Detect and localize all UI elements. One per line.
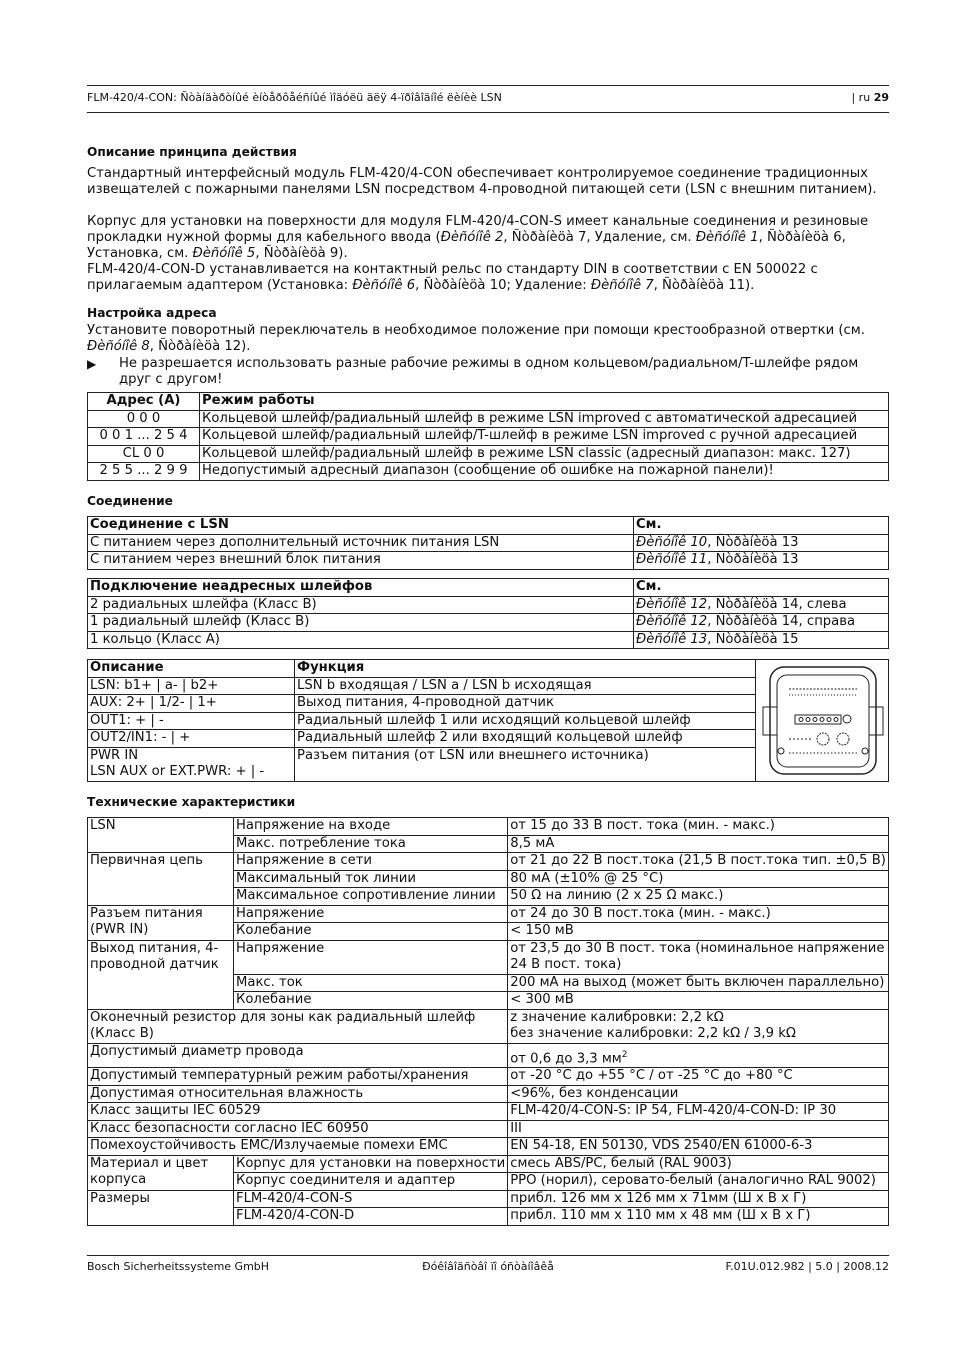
- table-header-row: Описание Функция: [88, 660, 889, 678]
- table-row: Колебание < 150 мВ: [88, 923, 889, 941]
- lsn-connection-table: [87, 516, 889, 570]
- table-header-row: Подключение неадресных шлейфов См.: [88, 579, 889, 597]
- page-header: [87, 91, 889, 104]
- table-row: LSN Напряжение на входе от 15 до 33 В пост. тока (мин. - макс.): [88, 818, 889, 836]
- header-title: FLM-420/4-CON: Ñòàíäàðòíûé èíòåðôåéñíûé ìîäóëü äëÿ 4-ïðîâîäíîé ëèíèè LSN: [87, 91, 502, 104]
- specs-table: [87, 817, 889, 1226]
- table-row: Первичная цепь Напряжение в сети от 21 до 22 В пост.тока (21,5 В пост.тока тип. ±0,5 В): [88, 853, 889, 871]
- table-row: 1 кольцо (Класс A) Ðèñóíîê 13, Ñòðàíèöà 15: [88, 631, 889, 649]
- table-row: Допустимая относительная влажность <96%, без конденсации: [88, 1085, 889, 1103]
- footer-company: Bosch Sicherheitssysteme GmbH: [87, 1260, 270, 1273]
- principle-paragraph-3: FLM-420/4-CON-D устанавливается на контактный рельс по стандарту DIN в соответствии с EN 500022 с прилагаемым адаптером (Установка: Ðèñóíîê 6, Ñòðàíèöà 10; Удаление: Ðèñóíîê 7, Ñòðàíèöà 11).: [87, 262, 818, 293]
- table-row: Материал и цвет корпуса Корпус для установки на поверхности смесь ABS/PC, белый (RAL 9003): [88, 1155, 889, 1173]
- figure-ref: Ðèñóíîê 5: [192, 246, 256, 261]
- figure-ref: Ðèñóíîê 13: [636, 631, 708, 647]
- figure-ref: Ðèñóíîê 10: [636, 534, 708, 550]
- figure-ref: Ðèñóíîê 2: [440, 230, 504, 245]
- footer-doc-title: Ðóêîâîäñòâî ïî óñòàíîâêå: [422, 1260, 554, 1273]
- table-row: Максимальный ток линии 80 мА (±10% @ 25 °C): [88, 870, 889, 888]
- table-row: 2 радиальных шлейфа (Класс B) Ðèñóíîê 12, Ñòðàíèöà 14, слева: [88, 596, 889, 614]
- table-row: Разъем питания (PWR IN) Напряжение от 24 до 30 В пост.тока (мин. - макс.): [88, 905, 889, 923]
- table-row: OUT1: + | - Радиальный шлейф 1 или исходящий кольцевой шлейф: [88, 712, 889, 730]
- footer-doc-id: F.01U.012.982 | 5.0 | 2008.12: [725, 1260, 889, 1273]
- table-row: С питанием через внешний блок питания Ðèñóíîê 11, Ñòðàíèöà 13: [88, 552, 889, 570]
- table-row: Колебание < 300 мВ: [88, 992, 889, 1010]
- table-row: 1 радиальный шлейф (Класс B) Ðèñóíîê 12, Ñòðàíèöà 14, справа: [88, 614, 889, 632]
- figure-ref: Ðèñóíîê 12: [636, 614, 708, 629]
- table-row: Максимальное сопротивление линии 50 Ω на линию (2 x 25 Ω макс.): [88, 888, 889, 906]
- figure-ref: Ðèñóíîê 11: [636, 552, 708, 567]
- figure-ref: Ðèñóíîê 1: [695, 230, 759, 245]
- loop-connection-table: [87, 578, 889, 649]
- table-row: С питанием через дополнительный источник питания LSN Ðèñóíîê 10, Ñòðàíèöà 13: [88, 534, 889, 552]
- header-page: [851, 91, 889, 104]
- arrow-right-icon: ▶: [87, 357, 97, 371]
- figure-ref: Ðèñóíîê 12: [636, 596, 708, 612]
- figure-ref: Ðèñóíîê 8: [87, 339, 150, 354]
- principle-paragraph-1: Стандартный интерфейсный модуль FLM-420/4-CON обеспечивает контролируемое соединение традиционных извещателей с пожарными панелями LSN посредством 4-проводной питающей сети (LSN с внешним питанием).: [87, 166, 877, 197]
- table-header-row: [88, 393, 889, 411]
- table-row: Помехоустойчивость EMC/Излучаемые помехи EMC EN 54-18, EN 50130, VDS 2540/EN 61000-6-3: [88, 1138, 889, 1156]
- header-lang: | ru: [851, 91, 871, 104]
- table-row: Корпус соединителя и адаптер PPO (норил), серовато-белый (аналогично RAL 9002): [88, 1173, 889, 1191]
- principle-paragraph-2: Корпус для установки на поверхности для модуля FLM-420/4-CON-S имеет канальные соединения и резиновые прокладки нужной формы для кабельного ввода (Ðèñóíîê 2, Ñòðàíèöà 7, Удаление, см. Ðèñóíîê 1, Ñòðàíèöà 6, Установка, см. Ðèñóíîê 5, Ñòðàíèöà 9).: [87, 214, 869, 261]
- table-row: Макс. ток 200 мА на выход (может быть включен параллельно): [88, 974, 889, 992]
- table-row: CL 0 0 Кольцевой шлейф/радиальный шлейф в режиме LSN classic (адресный диапазон: макс. 127): [88, 445, 889, 463]
- section-title-specs: Технические характеристики: [87, 795, 296, 809]
- address-paragraph: Установите поворотный переключатель в необходимое положение при помощи крестообразной отвертки (см. Ðèñóíîê 8, Ñòðàíèöà 12).: [87, 323, 865, 354]
- col-header-mode: Режим работы: [200, 393, 889, 411]
- table-row: Класс безопасности согласно IEC 60950 III: [88, 1120, 889, 1138]
- section-title-connection: Соединение: [87, 494, 173, 508]
- page-number: 29: [873, 91, 889, 104]
- page-footer: [87, 1260, 889, 1273]
- table-row: AUX: 2+ | 1/2- | 1+ Выход питания, 4-проводной датчик: [88, 695, 889, 713]
- table-row: Допустимый диаметр провода от 0,6 до 3,3 $мм^2$: [88, 1043, 889, 1068]
- table-row: Класс защиты IEC 60529 FLM-420/4-CON-S: IP 54, FLM-420/4-CON-D: IP 30: [88, 1103, 889, 1121]
- table-row: Выход питания, 4-проводной датчик Напряжение от 23,5 до 30 В пост. тока (номинальное напряжение 24 В пост. тока): [88, 940, 889, 974]
- table-header-row: Соединение с LSN См.: [88, 517, 889, 535]
- col-header-address: Адрес (A): [88, 393, 200, 411]
- module-drawing: [759, 661, 887, 780]
- bullet-text: Не разрешается использовать разные рабочие режимы в одном кольцевом/радиальном/T-шлейфе рядом друг с другом!: [119, 356, 859, 387]
- figure-ref: Ðèñóíîê 7: [590, 278, 654, 293]
- table-row: 0 0 1 ... 2 5 4 Кольцевой шлейф/радиальный шлейф/T-шлейф в режиме LSN improved с ручной адресацией: [88, 428, 889, 446]
- table-row: Оконечный резистор для зоны как радиальный шлейф (Класс B) z значение калибровки: 2,2 kΩ без значение калибровки: 2,2 kΩ / 3,9 kΩ: [88, 1009, 889, 1043]
- table-row: Размеры FLM-420/4-CON-S прибл. 126 мм x 126 мм x 71мм (Ш x В x Г): [88, 1190, 889, 1208]
- table-row: 0 0 0 Кольцевой шлейф/радиальный шлейф в режиме LSN improved с автоматической адресацией: [88, 410, 889, 428]
- warning-bullet: [87, 356, 889, 388]
- address-table: [87, 392, 889, 481]
- table-row: 2 5 5 ... 2 9 9 Недопустимый адресный диапазон (сообщение об ошибке на пожарной панели)!: [88, 463, 889, 481]
- table-row: PWR IN LSN AUX or EXT.PWR: + | - Разъем питания (от LSN или внешнего источника): [88, 747, 889, 781]
- table-row: Допустимый температурный режим работы/хранения от -20 °C до +55 °C / от -25 °C до +80 °C: [88, 1068, 889, 1086]
- table-row: LSN: b1+ | a- | b2+ LSN b входящая / LSN a / LSN b исходящая: [88, 677, 889, 695]
- figure-ref: Ðèñóíîê 6: [352, 278, 416, 293]
- table-row: Макс. потребление тока 8,5 мА: [88, 835, 889, 853]
- table-row: FLM-420/4-CON-D прибл. 110 мм x 110 мм x 48 мм (Ш x В x Г): [88, 1208, 889, 1226]
- section-title-address: Настройка адреса: [87, 306, 217, 320]
- table-row: OUT2/IN1: - | + Радиальный шлейф 2 или входящий кольцевой шлейф: [88, 730, 889, 748]
- section-title-principle: Описание принципа действия: [87, 145, 297, 159]
